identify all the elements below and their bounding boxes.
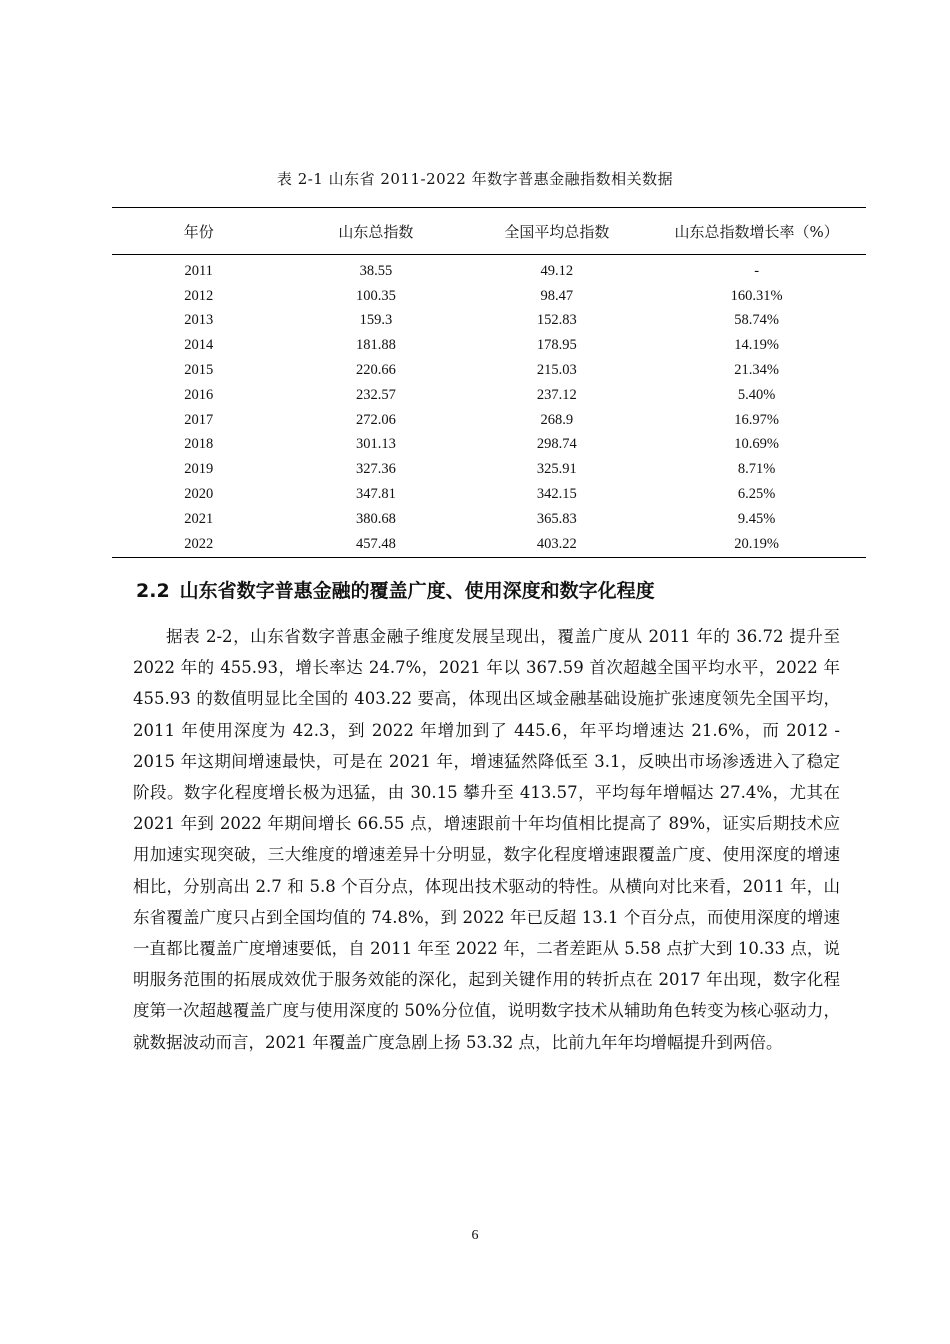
table-cell: 100.35 [355,287,396,304]
table-cell: 2012 [184,287,214,304]
table-row [112,284,866,309]
table-cell: 2011 [184,262,213,279]
page-number: 6 [471,1228,479,1243]
table-cell: 58.74% [734,312,780,329]
table-row [112,532,866,557]
table-cell: 457.48 [285,532,466,557]
data-table [112,207,866,558]
table-cell: 14.19% [734,337,780,354]
table-cell: 49.12 [540,262,574,279]
table-cell: 2019 [184,461,214,478]
table-cell: 178.95 [536,337,577,354]
table-cell: 232.57 [355,386,396,403]
header-national-index: 全国平均总指数 [466,208,647,255]
table-cell: 365.83 [536,510,577,527]
table-cell: 2017 [184,411,214,428]
table-cell: 159.3 [359,312,393,329]
table-cell: 16.97% [734,411,780,428]
table-row [112,457,866,482]
table-cell: 342.15 [536,486,577,503]
table-cell: 98.47 [540,287,574,304]
table-cell: 2013 [184,312,214,329]
table-row [112,333,866,358]
table-cell: 152.83 [536,312,577,329]
table-cell: - [754,262,760,279]
table-cell: 9.45% [737,510,776,527]
table-cell: 2020 [184,486,214,503]
table-cell: 272.06 [355,411,396,428]
table-cell: 268.9 [540,411,574,428]
table-cell: 2021 [184,510,214,527]
table-row [112,433,866,458]
table-cell: 298.74 [536,436,577,453]
table-cell: 403.22 [466,532,647,557]
table-row [112,358,866,383]
table-row [112,309,866,334]
section-title-text: 山东省数字普惠金融的覆盖广度、使用深度和数字化程度 [179,580,655,602]
data-table-container [112,207,866,558]
table-header-row [112,208,866,255]
table-row [112,482,866,507]
table-cell: 2018 [184,436,214,453]
header-year: 年份 [112,208,285,255]
table-cell: 2014 [184,337,214,354]
table-cell: 2016 [184,386,214,403]
table-cell: 215.03 [536,362,577,379]
section-heading [136,576,655,603]
table-cell: 347.81 [355,486,396,503]
table-body [112,255,866,558]
table-cell: 8.71% [737,461,776,478]
table-row [112,383,866,408]
table-cell: 237.12 [536,386,577,403]
table-cell: 5.40% [737,386,776,403]
table-row [112,408,866,433]
table-cell: 181.88 [355,337,396,354]
table-cell: 20.19% [647,532,866,557]
table-cell: 2022 [112,532,285,557]
header-shandong-index: 山东总指数 [285,208,466,255]
body-paragraph: 据表 2-2，山东省数字普惠金融子维度发展呈现出，覆盖广度从 2011 年的 36.72 提升至 2022 年的 455.93，增长率达 24.7%，2021 年以 367.59 首次超越全国平均水平，2022 年 455.93 的数值明显比全国的 403.22 要高，体现出区域金融基础设施扩张速度领先全国平均，2011 年使用深度为 42.3，到 2022 年增加到了 445.6，年平均增速达 21.6%，而 2012 - 2015 年这期间增速最快，可是在 2021 年，增速猛然降低至 3.1，反映出市场渗透进入了稳定阶段。数字化程度增长极为迅猛，由 30.15 攀升至 413.57，平均每年增幅达 27.4%，尤其在 2021 年到 2022 年期间增长 66.55 点，增速跟前十年均值相比提高了 89%，证实后期技术应用加速实现突破，三大维度的增速差异十分明显，数字化程度增速跟覆盖广度、使用深度的增速相比，分别高出 2.7 和 5.8 个百分点，体现出技术驱动的特性。从横向对比来看，2011 年，山东省覆盖广度只占到全国均值的 74.8%，到 2022 年已反超 13.1 个百分点，而使用深度的增速一直都比覆盖广度增速要低，自 2011 年至 2022 年，二者差距从 5.58 点扩大到 10.33 点，说明服务范围的拓展成效优于服务效能的深化，起到关键作用的转折点在 2017 年出现，数字化程度第一次超越覆盖广度与使用深度的 50%分位值，说明数字技术从辅助角色转变为核心驱动力，就数据波动而言，2021 年覆盖广度急剧上扬 53.32 点，比前九年年均增幅提升到两倍。 [133,627,840,1052]
table-cell: 220.66 [355,362,396,379]
table-cell: 327.36 [355,461,396,478]
table-caption: 表 2-1 山东省 2011-2022 年数字普惠金融指数相关数据 [276,170,674,188]
table-cell: 2015 [184,362,214,379]
table-cell: 38.55 [359,262,393,279]
table-row [112,255,866,284]
table-cell: 21.34% [734,362,780,379]
table-cell: 10.69% [734,436,780,453]
header-growth-rate: 山东总指数增长率（%） [647,208,866,255]
section-number: 2.2 [136,580,170,602]
table-cell: 301.13 [355,436,396,453]
table-cell: 380.68 [355,510,396,527]
table-cell: 6.25% [737,486,776,503]
table-cell: 160.31% [730,287,783,304]
table-row [112,507,866,532]
table-cell: 325.91 [536,461,577,478]
